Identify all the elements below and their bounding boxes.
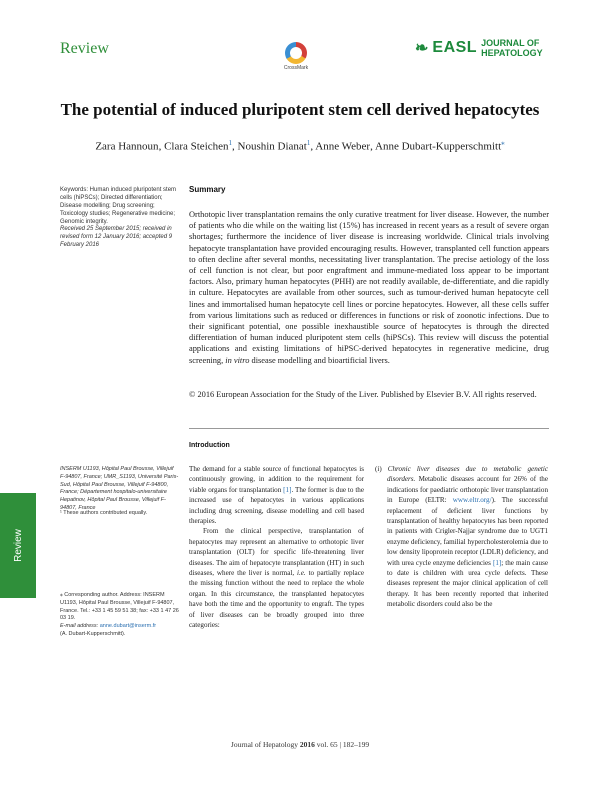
author-name: Anne Weber (315, 140, 371, 153)
journal-wordmark (481, 38, 543, 58)
text-run: . The former is due to the increased use of hepatocytes in various applications including drug screening, disease modelling and cell based therapies. (189, 485, 365, 526)
citation-link[interactable]: [1] (492, 558, 502, 567)
author-sep: , (310, 140, 316, 153)
author-mark[interactable]: 1 (306, 139, 311, 147)
author-mark[interactable]: ⁎ (501, 139, 505, 147)
journal-logo (415, 38, 543, 58)
introduction-heading: Introduction (189, 442, 230, 449)
list-number: (i) (375, 465, 388, 473)
author-name: Clara Steichen (164, 140, 229, 153)
text-run: ). The successful replacement of deficient liver functions by transplantation of healthy hepatocytes has been reported in patients with Crigler-Najjar syndrome due to UGT1 enzyme deficiency, familial hypercholesterolemia due to low density lipoprotein receptor (LDLR) deficiency, and with urea cycle enzyme deficiencies (387, 496, 548, 567)
text-italic: i.e. (297, 569, 306, 578)
affiliations: INSERM U1193, Hôpital Paul Brousse, Villejuif F-94807, France; UMR_S1193, Université Paris-Sud, Hôpital Paul Brousse, Villejuif F-94800, France; Département hospitalo-universitaire Hepatinov, Hôpital Paul Brousse, Villejuif F-94807, France (60, 466, 179, 511)
text-run: to partially replace the missing function without the need to replace the whole organ. In this circumstance, the transplanted hepatocytes have both the time and the opportunity to engraft. The types of liver diseases can be broadly grouped into three categories: (189, 569, 364, 630)
side-tab (0, 493, 36, 598)
author-sep: , (370, 140, 375, 153)
journal-name-line1: JOURNAL OF (481, 38, 540, 48)
divider (189, 428, 549, 429)
received-dates: Received 25 September 2015; received in revised form 12 January 2016; accepted 9 February 2016 (60, 226, 173, 248)
text-run: From the clinical perspective, transplantation of hepatocytes may represent an alternative to orthotopic liver transplantation (OLT) for specific life-threatening liver diseases. The aim of hepatocyte transplantation (HT) in such diseases, where the liver is normal, (189, 527, 364, 578)
journal-name-line2: HEPATOLOGY (481, 48, 543, 58)
crossmark-badge[interactable] (271, 42, 321, 71)
footer-year: 2016 (299, 740, 315, 749)
footer-journal: Journal of Hepatology (230, 740, 300, 749)
text-run: The demand for a stable source of functional hepatocytes is continuously growing, in addition to the requirement for viable organs for transplantation (189, 465, 364, 494)
paragraph (189, 464, 364, 526)
article-title: The potential of induced pluripotent stem cell derived hepatocytes (60, 100, 540, 119)
text-italic: Chronic liver diseases due to metabolic genetic disorders. (387, 465, 548, 484)
paragraph (189, 526, 364, 630)
email-link[interactable]: anne.dubart@inserm.fr (99, 623, 157, 630)
list-item (373, 464, 548, 610)
copyright: © 2016 European Association for the Study of the Liver. Published by Elsevier B.V. All rights reserved. (189, 390, 537, 399)
side-tab-label: Review (12, 529, 24, 562)
email-person: (A. Dubart-Kupperschmitt). (60, 630, 126, 637)
text-run: Metabolic diseases account for 26% of the indications for paediatric orthotopic liver transplantation in Europe (ELTR: (387, 475, 548, 505)
author-sep: , (232, 140, 238, 153)
crossmark-icon (285, 42, 307, 64)
section-label: Review (60, 40, 109, 57)
corresponding-author (60, 592, 180, 639)
text-run: ; the main cause to date is children with urea cycle defects. These diseases represent the major clinical application of cell therapy. It has been recently reported that inherited metabolic disorders could also be the (387, 558, 548, 609)
email-label: E-mail address: (60, 623, 99, 630)
author-sep: , (158, 140, 165, 153)
author-name: Anne Dubart-Kupperschmitt (375, 140, 502, 153)
summary-text (189, 209, 549, 366)
easl-wordmark: EASL (432, 39, 478, 56)
author-name: Noushin Dianat (237, 140, 307, 153)
author-list (0, 139, 600, 153)
easl-leaf-icon: ❧ (415, 40, 429, 57)
citation-link[interactable]: [1] (283, 485, 292, 494)
summary-heading: Summary (189, 185, 226, 194)
keywords: Keywords: Human induced pluripotent stem cells (hiPSCs); Directed differentiation; Disease modelling; Drug screening; Toxicology studies; Regenerative medicine; Genomic integrity. (60, 187, 177, 225)
eltr-link[interactable]: www.eltr.org/ (452, 496, 492, 505)
intro-column-right (373, 464, 548, 610)
summary-italic: in vitro (225, 355, 250, 365)
author-name: Zara Hannoun (95, 140, 159, 153)
intro-column-left (189, 464, 364, 631)
equal-contribution-note: ¹ These authors contributed equally. (60, 510, 148, 516)
crossmark-label: CrossMark (283, 65, 309, 71)
author-mark[interactable]: 1 (228, 139, 233, 147)
corresponding-address: ⁎ Corresponding author. Address: INSERM U1193, Hôpital Paul Brousse, Villejuif F-94807, France. Tel.: +33 1 45 59 51 38; fax: +33 1 47 26 03 19. (60, 592, 179, 622)
summary-part: Orthotopic liver transplantation remains the only curative treatment for liver disease. However, the number of patients who die while on the waiting list (15%) has increased in recent years as a result of severe organ shortages; furthermore the incidence of liver disease is increasing worldwide. Clinical trials involving hepatocyte transplantation have provided encouraging results. However, transplanted cell function appears to often decline after several months, necessitating liver transplantation. The precise aetiology of the loss of cell function is not clear, but poor engraftment and immune-mediated loss appear to be important factors. Also, primary human hepatocytes (PHH) are not readily available, de-differentiate, and die rapidly in culture. Hepatocytes are available from other sources, such as tumour-derived human hepatocyte cell lines and immortalised human hepatocyte cell lines or porcine hepatocytes. However, all these cells suffer from various limitations such as reduced or differences in functions or risk of zoonotic infections. Due to their significant potential, one possible inexhaustible source of hepatocytes is through the directed differentiation of human induced pluripotent stem cells (hiPSCs). This review will discuss the potential applications and existing limitations of hiPSC-derived hepatocytes in regenerative medicine, drug screening, (189, 210, 549, 365)
page-footer (0, 740, 600, 749)
footer-volume: vol. 65 | 182–199 (314, 740, 370, 749)
summary-part: disease modelling and bioartificial livers. (249, 355, 390, 365)
